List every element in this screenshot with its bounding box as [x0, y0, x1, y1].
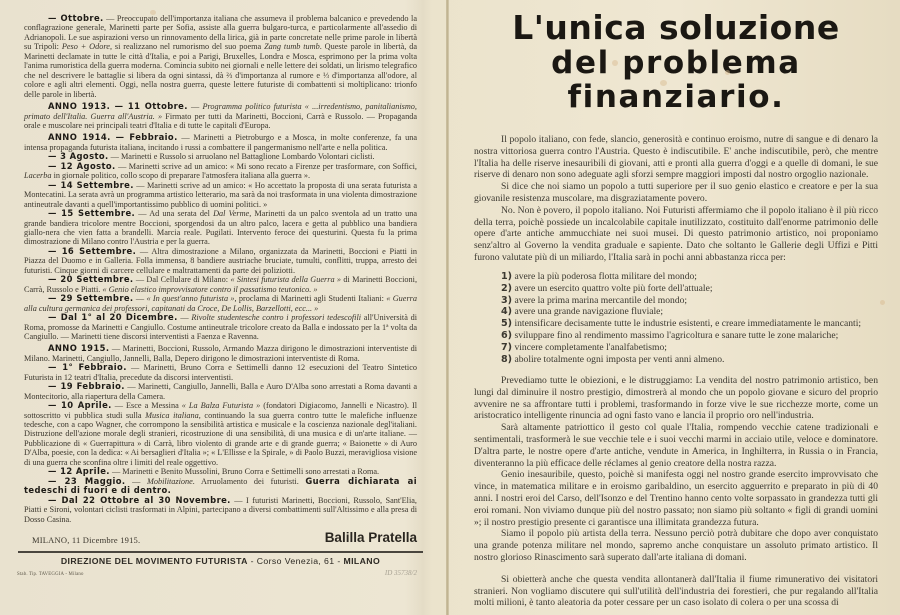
entry-heading: — 1° Febbraio. — [48, 362, 127, 373]
foxing-spot — [660, 80, 667, 86]
chronology-entry — [24, 102, 417, 130]
archive-mark: ID 35738/2 — [384, 568, 417, 577]
manifesto-page — [447, 0, 900, 615]
publisher-address: - Corso Venezia, 61 - — [247, 555, 344, 566]
list-text: sviluppare fino al rendimento massimo l'agricoltura e sanare tutte le zone malariche; — [512, 330, 839, 342]
chronology-entry — [24, 294, 417, 313]
list-text: intensificare decisamente tutte le industrie esistenti, e creare immediatamente le mancanti; — [512, 318, 862, 330]
entry-italic: Rivolte studentesche contro i professori tedescofili — [191, 313, 362, 323]
entry-text: , si realizzano nel rumorismo del suo poema — [109, 42, 265, 52]
entry-text: — Preoccupato dell'importanza italiana che assumeva il problema balcanico e prevedendo la conflagrazione generale, Marinetti parte per Sofia, assiste alla guerra bulgaro-turca, e particolarmente all'assedio di Adrianopoli. Le sue aspirazioni verso un rinnovamento della lirica, già in parte concretate nelle prime parole in libertà su Tripoli: — [24, 14, 417, 52]
entry-heading: ANNO 1914. — Febbraio. — [48, 132, 178, 143]
chronology-entry — [24, 209, 417, 247]
intro-paragraph: Si dice che noi siamo un popolo a tutti superiore per il suo genio elastico e creatore e per la sua giovanile resistenza muscolare, ma disgraziatamente povero. — [474, 181, 878, 204]
footer-rule — [18, 551, 423, 553]
entry-italic: Dal Verme — [213, 209, 250, 219]
entry-text: — Dal Cellulare di Milano: — [133, 275, 231, 285]
entry-italic: Lacerba — [24, 171, 52, 181]
list-number: 3) — [501, 294, 513, 306]
chronology-entry — [24, 382, 417, 401]
bottom-row — [17, 569, 417, 577]
list-item — [501, 354, 878, 366]
list-number: 7) — [501, 342, 513, 354]
chronology-entry — [24, 344, 417, 363]
entry-text: — — [177, 313, 192, 323]
signature-block — [24, 530, 417, 545]
entry-text: — Marinetti scrive ad un amico: « Mi sono recato a Firenze per trasformare, con Soffici, — [115, 161, 417, 171]
entry-italic: « Guerra alla cultura germanica dei professori, capitanati da Croce, De Lollis, Barzellotti, ecc... » — [24, 294, 417, 313]
list-item — [501, 342, 878, 354]
entry-text: — — [125, 476, 147, 486]
body-paragraph: Prevediamo tutte le obiezioni, e le distruggiamo: La vendita del nostro patrimonio artistico, ben lungi dal diminuire il nostro prestigio, dimostrerà al mondo che un popolo giovane e sicuro del proprio avvenire ne sa affrontare tutti i problemi, trasformando in forze vive le sue ricchezze morte, come un aristocratico intelligente rinuncia ad ogni fasto vano e lancia il proprio oro nell'industria. — [474, 375, 878, 422]
entry-italic: « Sintesi futurista della Guerra » — [230, 275, 342, 285]
foxing-spot — [725, 70, 730, 75]
entry-heading: — Ottobre. — [48, 13, 104, 23]
chronology-entry — [24, 401, 417, 467]
entry-italic: « La Balza Futurista » — [181, 401, 261, 411]
entry-text: in giornale politico, collo scopo di preparare l'atmosfera italiana alla guerra ». — [51, 171, 311, 181]
entry-text: — I futuristi Marinetti, Boccioni, Russolo, Sant'Elia, Piatti e Sironi, volontari ciclisti trasformati in Alpini, partecipano a diversi combattimenti sull'Altissimo e alla presa di Dosso Casina. — [24, 495, 417, 524]
entry-heading: — 15 Settembre. — [48, 208, 136, 219]
entry-text: (fondatori Digiacomo, Jannelli e Nicastro). Il sottoscritto vi pubblica studi sulla — [24, 401, 418, 420]
entry-heading: — 20 Settembre. — [48, 274, 134, 285]
page-fold — [446, 0, 449, 615]
list-text: avere una grande navigazione fluviale; — [512, 306, 664, 318]
list-number: 6) — [501, 330, 513, 342]
entry-text: — Marinetti scrive ad un amico: « Ho accettato la proposta di una serata futurista a Montecatini. La serata avrà un programma artistico letterario, ma sarà da noi trasformata in una violenta dimostrazione antineutrale davanti a quell'importantissimo pubblico di uomini politici. » — [24, 180, 417, 209]
list-text: abolire totalmente ogni imposta per venti anni almeno. — [512, 354, 725, 366]
manifesto-body — [474, 134, 878, 609]
foxing-spot — [880, 300, 885, 305]
list-number: 2) — [501, 282, 513, 294]
list-text: vincere completamente l'analfabetismo; — [512, 342, 667, 354]
publisher-name: DIREZIONE DEL MOVIMENTO FUTURISTA — [60, 555, 248, 566]
entry-text: , continuando la sua guerra contro tutte le malefiche influenze tedesche, con a capo Wagner, che corrompono la sensibilità artistica e musicale e la coscienza nazionale degl'italiani. Distruzione dell'azione morale degli stranieri, ricostruzione di una sensibilità, di una musica e di un'arte italiane. — Pubblicazione di « Guerrapittura » di Carrà, libro violento di grande arte e di grande guerra; « Baionette » di Auro D'Alba, poesie, con la dedica: « Ai bersaglieri d'Italia »; « L'Ellisse e la Spirale, » di Paolo Buzzi, meravigliosa visione di una guerra che sconfina oltre i limiti del reale oggettivo. — [24, 410, 417, 467]
entry-heading: — 10 Aprile. — [48, 400, 112, 411]
list-number: 5) — [501, 318, 513, 330]
list-number: 4) — [501, 306, 513, 318]
chronology-entry — [24, 313, 417, 341]
entry-heading: — 19 Febbraio. — [48, 381, 125, 392]
entry-text: — — [133, 294, 147, 304]
list-item — [501, 283, 878, 295]
proposal-list — [474, 271, 878, 366]
intro-paragraph: No. Non è povero, il popolo italiano. Noi Futuristi affermiamo che il popolo italiano è il più ricco della terra, poichè possiede un incalcolabile capitale inutilizzato, costituito dall'enorme patrimonio delle opere d'arte antiche ammucchiate nei suoi musei. Di questo patrimonio artistico, noi proponiamo senz'altro al Governo la vendita graduale e sapiente. Dato che soltanto le Gallerie degli Uffizi e Pitti furono valutate più di un miliardo, l'Italia sarà in pochi anni abbastanza ricca per: — [474, 204, 878, 263]
entry-text: — Marinetti, Cangiullo, Jannelli, Balla e Auro D'Alba sono arrestati a Roma davanti a Montecitorio, alla riapertura della Camera. — [24, 382, 417, 401]
entry-text: — — [187, 102, 203, 112]
entry-italic: « In quest'anno futurista » — [146, 294, 235, 304]
entry-heading: ANNO 1915. — [48, 343, 110, 354]
entry-text: — Marinetti, Bruno Corra e Settimelli danno 12 esecuzioni del Teatro Sintetico Futurista in 12 teatri d'Italia, precedute da discorsi interventisti. — [24, 363, 417, 382]
final-paragraph: Si obietterà anche che questa vendita allontanerà dall'Italia il fiume rimunerativo dei visitatori stranieri. Non vogliamo discutere qui sull'utilità dell'industria dei forestieri, che pur regalando all'Italia molti milioni, è tanto aleatoria da poter cessare per un caso isolato di colera o per una scossa di — [474, 573, 878, 609]
entry-text: Arruolamento dei futuristi. — [194, 476, 306, 486]
chronology-entry — [24, 162, 417, 181]
entry-bold-tail: Guerra dichiarata ai tedeschi di fuori e di dentro. — [24, 475, 417, 496]
body-paragraph: Genio inesauribile, questo, poichè si manifesta oggi nel nostro grande esercito improvvisato che vince, in matematica militare e in eroismo garibaldino, un esercito agguerrito e preparato in più di 40 anni. I nostri eroi del Carso, dell'Isonzo e del Trentino hanno cento volte sorpassato in grandezza tutti gli eroi romani. Non viviamo dunque più del nostro passato; non siamo più soltanto « figli di grandi uomini »; il nostro prestigio presente ci garantisce una illimitata grandezza futura. — [474, 469, 878, 528]
entry-text: — Ad una serata del — [135, 209, 214, 219]
entry-text: , Marinetti da un palco sventola ad un tratto una grande bandiera tricolore mentre Boccioni, sporgendosi da un altro palco, lacera e getta al pubblico una bandiera giallo-nera che vien fatta a brandelli. Marcia reale. Pugilati. Intervento feroce dei questurini. Questa fu la prima dimostrazione di Milano contro l'Austria e per la guerra. — [24, 209, 417, 247]
entry-heading: — 29 Settembre. — [48, 293, 134, 304]
entry-heading: ANNO 1913. — 11 Ottobre. — [48, 101, 188, 112]
body-paragraph: Siamo il popolo più artista della terra. Nessuno perciò potrà dubitare che dopo aver conquistato una grande potenza militare nel mondo, sapremo anche conquistare un assoluto primato artistico. Il nostro glorioso Rinascimento sarà superato dall'arte italiana di domani. — [474, 528, 878, 563]
list-number: 1) — [501, 270, 513, 282]
entry-heading: — 12 Agosto. — [48, 160, 116, 171]
publisher-footer — [24, 556, 417, 566]
chronology-column — [24, 14, 417, 524]
printer-credit: Stab. Tip. TAVEGGIA - Milano — [17, 571, 84, 577]
entry-text: — Esce a Messina — [111, 401, 182, 411]
chronology-entry — [24, 496, 417, 524]
chronology-entry — [24, 133, 417, 152]
intro-paragraph: Il popolo italiano, con fede, slancio, generosità e continuo eroismo, nutre di sangue e di denaro la nostra vittoriosa guerra contro l'Austria. Questo è indiscutibile. E' anche indiscutibile, però, che mentre l'Italia ha delle riserve inesauribili di giovani, atti e pronti alla guerra d'oggi e a quelle di domani, le sue riserve di denaro non sono adeguate agli sforzi sempre maggiori imposti dal nostro orgoglio nazionale. — [474, 134, 878, 181]
chronology-entry — [24, 247, 417, 275]
entry-text: . Queste parole in libertà, da Marinetti declamate in tutte le città d'Italia, e poi a Parigi, Bruxelles, Londra e Mosca, esprimono per la prima volta l'anima rumoristica della guerra moderna. Comincia subito nei giornali e nelle lettere dei soldati, un lirismo telegrafico che nel descrivere le battaglie si libera da ogni sintassi, dà ⅔ d'importanza al rumore e ⅓ d'importanza all'odore, al colore e agli altri elementi. Oggi, nella nostra guerra, queste lettere futuriste di combattenti si moltiplicano: trionfo delle parole in libertà. — [24, 42, 417, 99]
list-text: avere un esercito quattro volte più forte dell'attuale; — [512, 282, 713, 294]
list-item — [501, 306, 878, 318]
entry-text: Firmato per tutti da Marinetti, Boccioni, Carrà e Russolo. — Propaganda orale e muscolare nei principali teatri d'Italia e di tutte le capitali d'Europa. — [24, 111, 417, 130]
left-page — [0, 0, 447, 615]
chronology-entry — [24, 363, 417, 382]
place-date: MILANO, 11 Dicembre 1915. — [32, 535, 141, 546]
entry-text: — Marinetti e Benito Mussolini, Bruno Corra e Settimelli sono arrestati a Roma. — [109, 467, 380, 477]
entry-heading: — 23 Maggio. — [48, 475, 126, 486]
chronology-entry — [24, 477, 417, 496]
entry-text: — Altra dimostrazione a Milano, organizzata da Marinetti, Boccioni e Piatti in Piazza del Duomo e in Galleria. Folla immensa, 8 bandiere austriache bruciate, tumulti, conflitti, truppa, arresto dei futuristi. Cinque giorni di carcere cellulare e maltrattamenti da parte dei poliziotti. — [24, 246, 417, 275]
entry-heading: — Dal 22 Ottobre al 30 Novembre. — [48, 494, 231, 505]
title-line-2: del problema finanziario. — [551, 45, 801, 115]
entry-text: all'Università di Roma, promosse da Marinetti e Cangiullo. Costume antineutrale tricolore creato da Balla e indossato per la 1ª volta da Cangiullo. — Marinetti tiene discorsi interventisti a Faenza e Ravenna. — [24, 313, 418, 341]
list-item — [501, 295, 878, 307]
entry-italic: Programma politico futurista « ...irredentismo, panitalianismo, primato dell'Italia. Guerra all'Austria. » — [24, 102, 417, 121]
entry-italic: Zang tumb tumb — [264, 42, 320, 52]
list-text: avere la prima marina mercantile del mondo; — [512, 294, 688, 306]
entry-text: — Marinetti a Pietroburgo e a Mosca, in molte conferenze, fa una intensa propaganda futurista italiana, incitando i russi a combattere il pangermanismo nell'arte e nella politica. — [24, 133, 417, 152]
entry-italic: Musica italiana — [145, 410, 199, 420]
entry-heading: — 16 Settembre. — [48, 245, 137, 256]
entry-text: — Marinetti, Boccioni, Russolo, Armando Mazza dirigono le dimostrazioni interventiste di Milano. Marinetti, Cangiullo, Jannelli, Balla, Depero dirigono le dimostrazioni interventiste di Roma. — [24, 344, 417, 363]
entry-heading: — Dal 1° al 20 Dicembre. — [48, 312, 178, 323]
entry-heading: — 3 Agosto. — [48, 151, 109, 162]
entry-text: , proclama di Marinetti agli Studenti Italiani: — [234, 294, 387, 304]
entry-italic: « Genio elastico improvvisatore contro il passatismo teutonico. » — [102, 284, 318, 294]
entry-italic: Peso + Odore — [61, 42, 110, 52]
body-paragraph: Sarà altamente patriottico il gesto col quale l'Italia, rompendo vecchie catene tradizionali e sentimentali, trasformerà le sue vecchie tele e i suoi vecchi marmi in acciaio utile, veloce e dominatore. D'altra parte, le nostre opere d'arte antiche, vendute in America, in Inghilterra, in Russia o in Francia, diventeranno la più efficace delle réclames al genio creatore della nostra razza. — [474, 422, 878, 469]
foxing-spot — [612, 60, 618, 66]
publisher-city: MILANO — [343, 555, 381, 566]
list-item — [501, 330, 878, 342]
entry-italic: Mobilitazione. — [146, 476, 195, 486]
chronology-entry — [24, 275, 417, 294]
list-item — [501, 318, 878, 330]
title-line-1: L'unica soluzione — [512, 8, 840, 47]
list-item — [501, 271, 878, 283]
list-text: avere la più poderosa flotta militare del mondo; — [512, 270, 697, 282]
chronology-entry — [24, 14, 417, 99]
entry-heading: — 12 Aprile. — [48, 466, 110, 477]
entry-text: — Marinetti e Russolo si arruolano nel Battaglione Lombardo Volontari ciclisti. — [108, 152, 375, 162]
entry-text: di Marinetti Boccioni, Carrà, Russolo e Piatti. — [24, 275, 418, 294]
entry-heading: — 14 Settembre. — [48, 179, 134, 190]
foxing-spot — [150, 10, 156, 15]
chronology-entry — [24, 181, 417, 209]
author-signature: Balilla Pratella — [324, 530, 417, 546]
list-number: 8) — [501, 354, 513, 366]
